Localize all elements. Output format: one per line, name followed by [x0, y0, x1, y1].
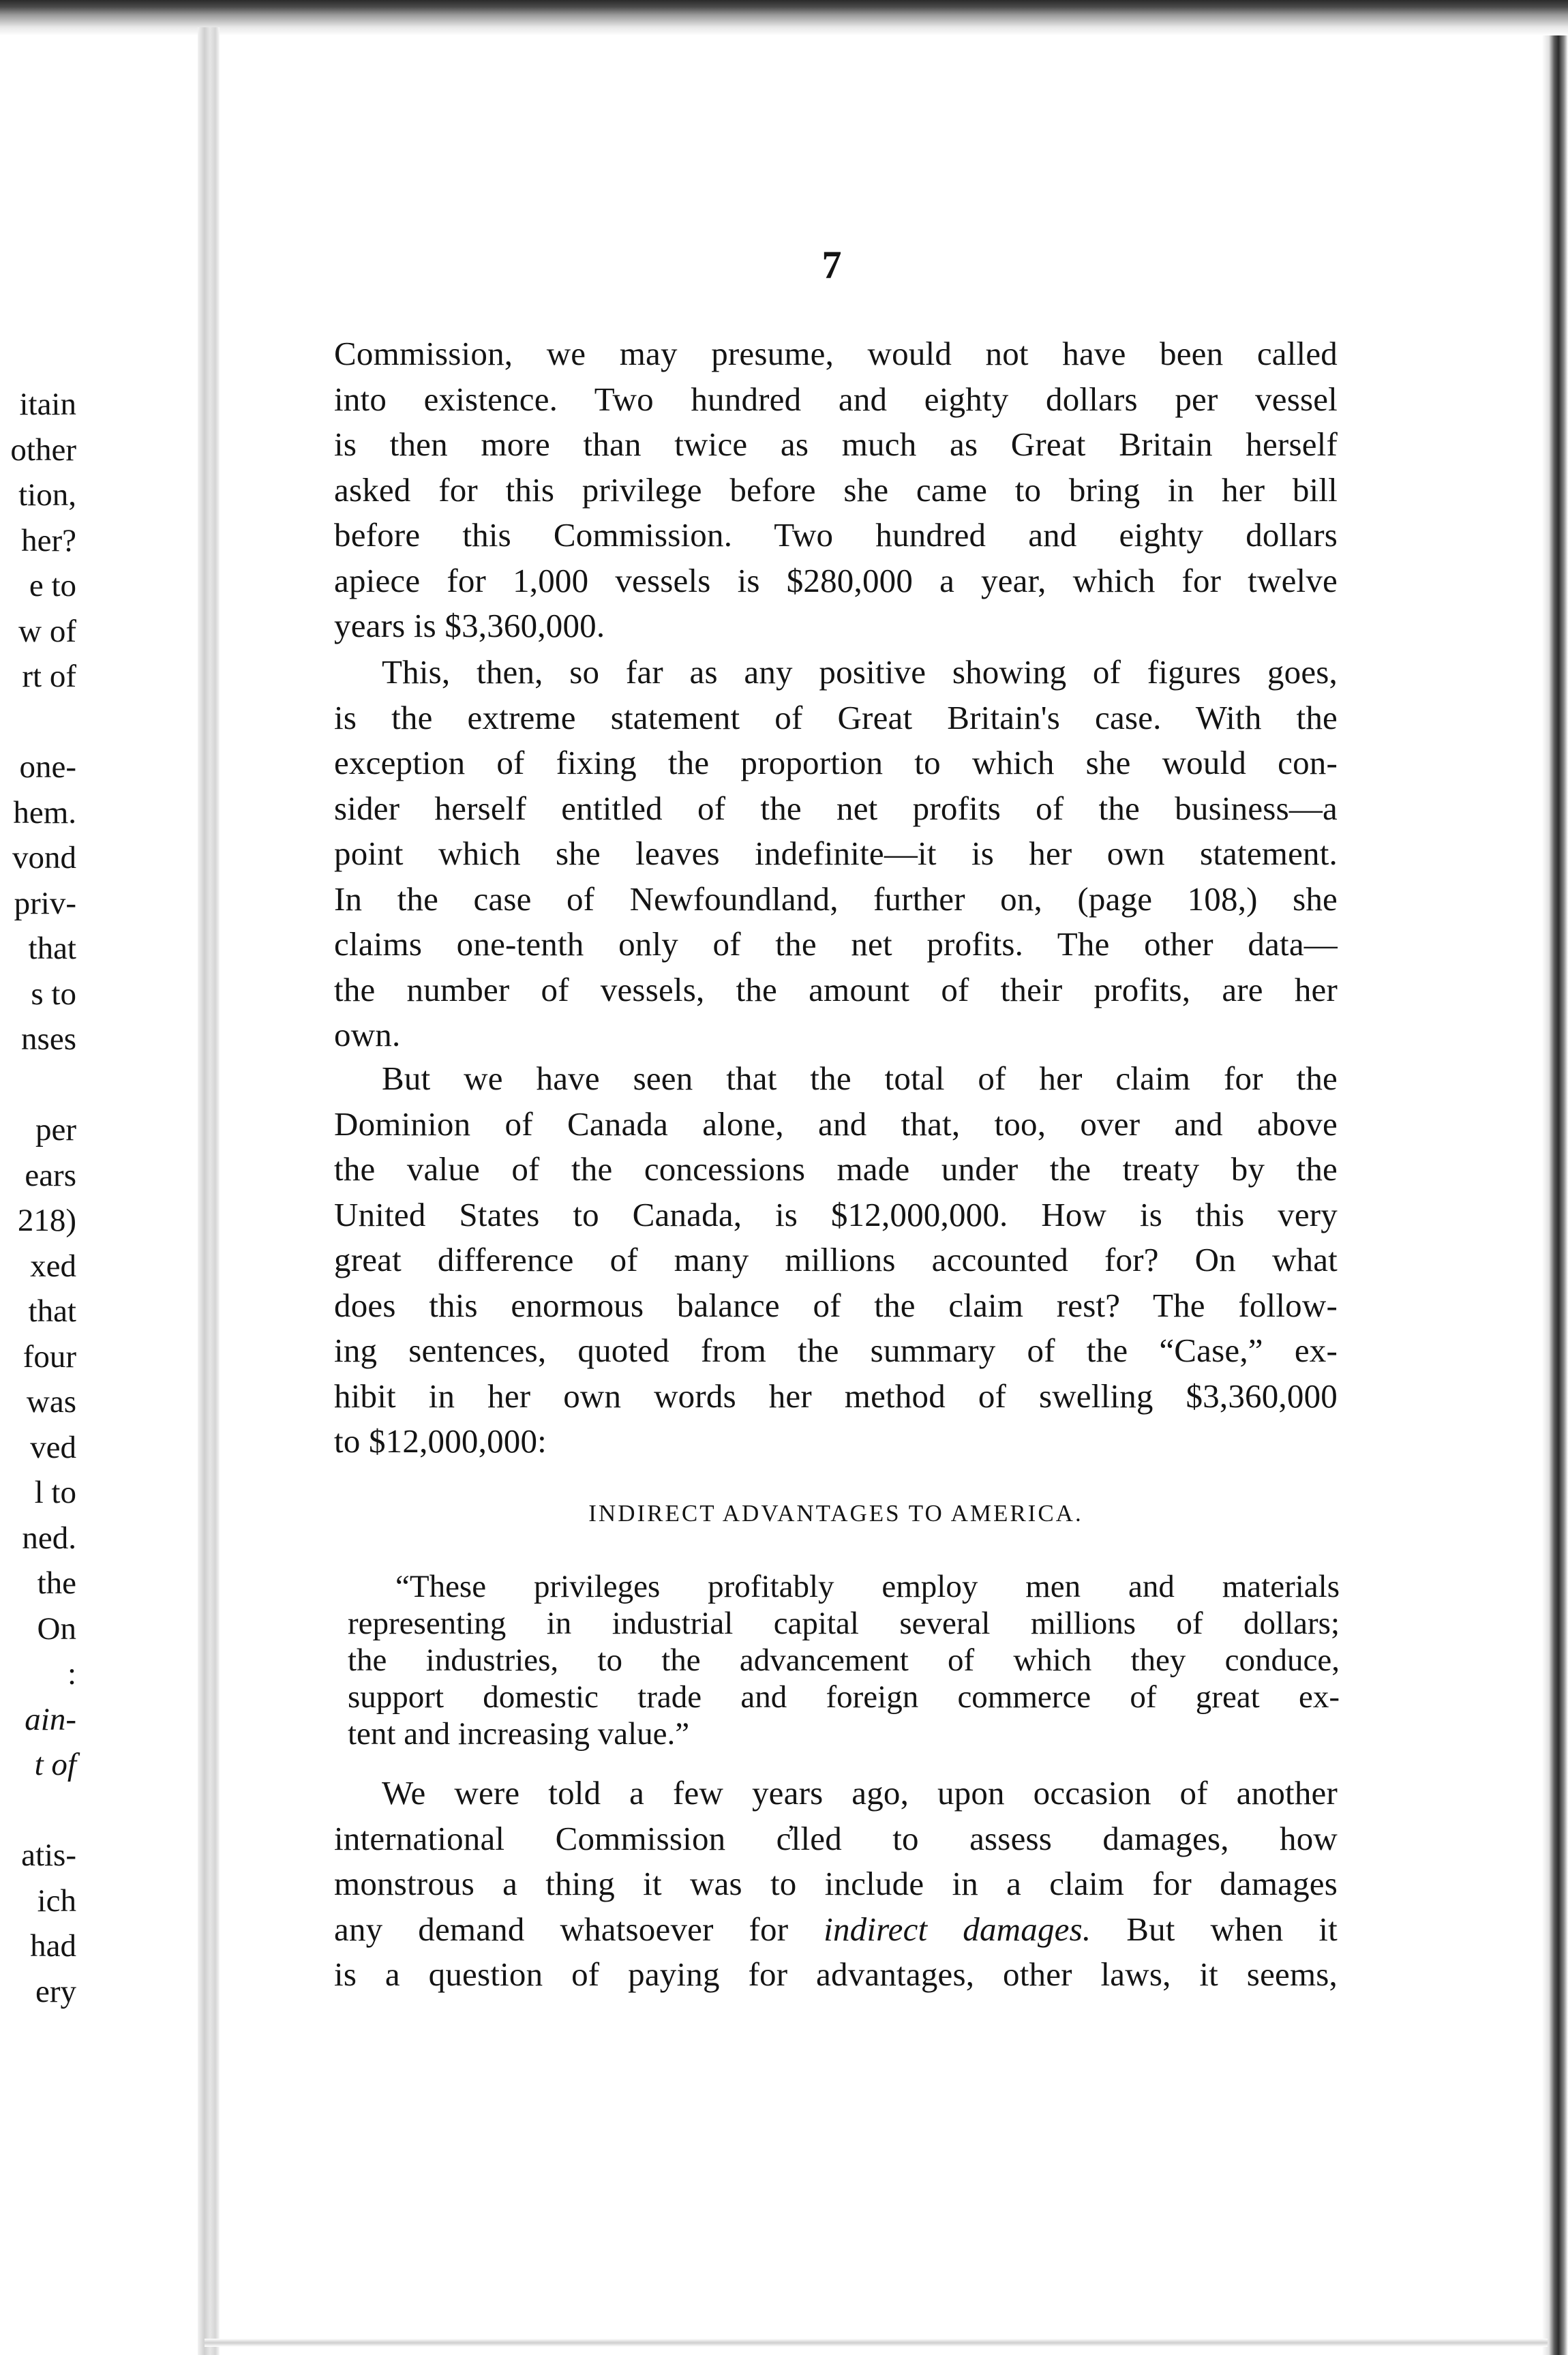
facing-page-fragment: w of: [18, 613, 76, 649]
facing-page-fragment: ery: [35, 1973, 76, 2009]
scan-bottom-edge: [205, 2339, 1548, 2347]
text-line: Dominion of Canada alone, and that, too, over and above: [334, 1105, 1338, 1143]
text-line: We were told a few years ago, upon occasion of another: [382, 1774, 1338, 1812]
facing-page-fragment: hem.: [13, 794, 76, 830]
page-number: 7: [821, 243, 842, 287]
facing-page-fragment: itain: [19, 387, 76, 422]
paragraph-2: [334, 650, 1338, 1058]
text-line: hibit in her own words her method of swelling $3,360,000: [334, 1377, 1338, 1415]
facing-page-text-fragments: [0, 382, 198, 2014]
text-line: Commission, we may presume, would not have been called: [334, 335, 1338, 372]
facing-page-fragment: other: [10, 432, 76, 468]
facing-page-fragment: :: [67, 1656, 76, 1692]
text-segment: But when it: [1091, 1910, 1338, 1948]
quote-line: the industries, to the advancement of which they conduce,: [348, 1642, 1340, 1678]
text-line: asked for this privilege before she came to bring in her bill: [334, 470, 1338, 509]
text-line: monstrous a thing it was to include in a claim for damages: [334, 1865, 1338, 1902]
paragraph-3: [334, 1056, 1338, 1465]
facing-page-fragment: ned.: [22, 1520, 76, 1556]
facing-page-fragment: that: [28, 931, 76, 966]
quote-line: representing in industrial capital several millions of dollars;: [348, 1606, 1340, 1641]
facing-page-fragment: vond: [12, 840, 76, 875]
text-line: But we have seen that the total of her claim for the: [382, 1060, 1338, 1097]
facing-page-fragment: was: [26, 1384, 76, 1420]
section-heading: INDIRECT ADVANTAGES TO AMERICA.: [588, 1500, 1083, 1527]
text-line: [334, 1907, 1338, 1953]
facing-page-fragment: [0, 1062, 198, 1108]
facing-page-fragment: l to: [34, 1475, 76, 1510]
facing-page-fragment: her?: [21, 522, 76, 558]
facing-page-fragment: ain-: [25, 1701, 76, 1737]
facing-page-fragment: t of: [34, 1747, 76, 1782]
facing-page-fragment: tion,: [18, 477, 76, 513]
facing-page-fragment: atis-: [21, 1837, 76, 1873]
facing-page-fragment: [0, 700, 198, 745]
text-line: ing sentences, quoted from the summary of the “Case,” ex-: [334, 1332, 1338, 1369]
facing-page-fragment: per: [35, 1112, 76, 1148]
text-line: before this Commission. Two hundred and eighty dollars: [334, 516, 1338, 554]
facing-page-fragment: the: [37, 1565, 76, 1601]
facing-page-fragment: four: [22, 1338, 76, 1375]
text-line: is a question of paying for advantages, other laws, it seems,: [334, 1955, 1338, 1993]
facing-page-fragment: xed: [30, 1248, 76, 1284]
facing-page-fragment: had: [30, 1928, 76, 1964]
text-line: the number of vessels, the amount of their profits, are her: [334, 970, 1338, 1008]
facing-page-fragment: [0, 1788, 198, 1833]
text-line: great difference of many millions accounted for? On what: [334, 1241, 1338, 1278]
facing-page-fragment: ved: [30, 1429, 76, 1465]
quote-line: tent and increasing value.”: [348, 1716, 690, 1752]
facing-page-fragment: On: [37, 1610, 76, 1647]
text-line: international Commission c̓lled to assess damages, how: [334, 1819, 1338, 1857]
quote-line: “These privileges profitably employ men and materials: [395, 1569, 1340, 1604]
book-gutter: [198, 27, 220, 2355]
text-line: the value of the concessions made under the treaty by the: [334, 1150, 1338, 1188]
facing-page-fragment: rt of: [22, 659, 76, 694]
facing-page-fragment: ich: [37, 1882, 76, 1919]
text-segment: any demand whatsoever for: [334, 1910, 824, 1948]
facing-page-fragment: nses: [21, 1021, 76, 1057]
facing-page-fragment: s to: [31, 976, 76, 1012]
text-line: sider herself entitled of the net profits of the business—a: [334, 789, 1338, 827]
scan-right-edge: [1542, 35, 1568, 2355]
text-line: years is $3,360,000.: [334, 607, 605, 644]
paragraph-1: [334, 331, 1338, 649]
text-line: is then more than twice as much as Great Britain herself: [334, 425, 1338, 463]
text-line: exception of fixing the proportion to which she would con-: [334, 744, 1338, 781]
facing-page-fragment: 218): [17, 1203, 76, 1238]
text-line: United States to Canada, is $12,000,000. How is this very: [334, 1195, 1338, 1233]
text-line: does this enormous balance of the claim rest? The follow-: [334, 1286, 1338, 1324]
text-line: apiece for 1,000 vessels is $280,000 a year, which for twelve: [334, 561, 1338, 599]
text-line: point which she leaves indefinite—it is her own statement.: [334, 835, 1338, 872]
quote-line: support domestic trade and foreign commerce of great ex-: [348, 1679, 1340, 1715]
facing-page-fragment: priv-: [14, 885, 76, 921]
facing-page-fragment: that: [28, 1293, 76, 1329]
italic-phrase: indirect damages.: [824, 1910, 1091, 1948]
text-line: to $12,000,000:: [334, 1422, 547, 1460]
text-line: In the case of Newfoundland, further on, (page 108,) she: [334, 880, 1338, 918]
text-line: own.: [334, 1016, 401, 1053]
text-line: claims one-tenth only of the net profits. The other data—: [334, 925, 1338, 963]
facing-page-fragment: e to: [29, 568, 76, 603]
facing-page-fragment: one-: [19, 749, 76, 785]
block-quote: [348, 1568, 1340, 1752]
text-line: into existence. Two hundred and eighty dollars per vessel: [334, 380, 1338, 418]
scan-top-edge: [0, 0, 1568, 35]
text-line: This, then, so far as any positive showing of figures goes,: [382, 653, 1338, 691]
paragraph-4: [334, 1771, 1338, 1998]
facing-page-fragment: ears: [25, 1157, 76, 1193]
text-line: is the extreme statement of Great Britain's case. With the: [334, 698, 1338, 736]
